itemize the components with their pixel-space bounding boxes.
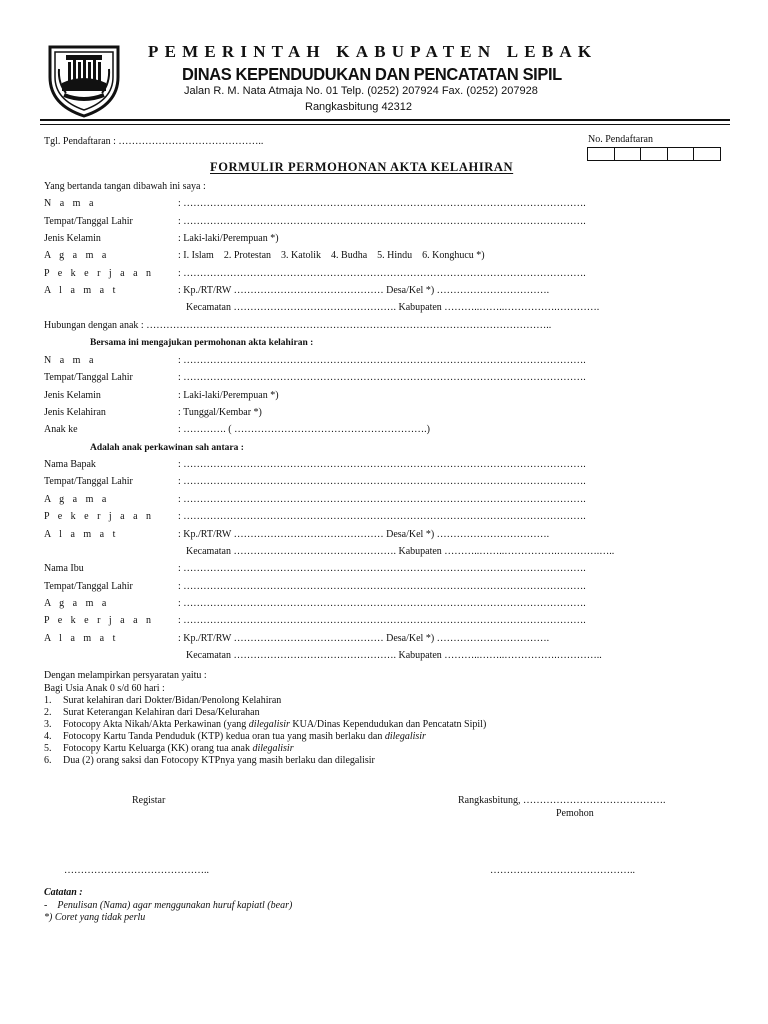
child-birth-type-field[interactable]: : Tunggal/Kembar *) bbox=[178, 407, 262, 418]
child-birth-label: Tempat/Tanggal Lahir bbox=[44, 372, 133, 383]
mother-birth-field[interactable]: : …………………………………………………………………………………………………………. bbox=[178, 581, 586, 592]
applicant-address-label: A l a m a t bbox=[44, 285, 119, 296]
mother-name-field[interactable]: : …………………………………………………………………………………………………………. bbox=[178, 563, 586, 574]
child-name-field[interactable]: : …………………………………………………………………………………………………………. bbox=[178, 355, 586, 366]
requirement-number: 5. bbox=[44, 743, 52, 754]
registration-number-boxes[interactable] bbox=[588, 147, 721, 161]
registrar-signature-line[interactable]: …………………………………….. bbox=[64, 865, 209, 876]
requirement-item: Fotocopy Kartu Tanda Penduduk (KTP) kedua oran tua yang masih berlaku dan dilegalisir bbox=[63, 731, 426, 742]
father-religion-field[interactable]: : …………………………………………………………………………………………………………. bbox=[178, 494, 586, 505]
registration-number-label: No. Pendaftaran bbox=[588, 134, 653, 145]
mother-job-field[interactable]: : …………………………………………………………………………………………………………. bbox=[178, 615, 586, 626]
mother-religion-label: A g a m a bbox=[44, 598, 110, 609]
header-city: Rangkasbitung 42312 bbox=[305, 101, 413, 113]
mother-district-field[interactable]: Kecamatan …………………………………………. Kabupaten ………..……..…………….………….. bbox=[186, 650, 602, 661]
mother-birth-label: Tempat/Tanggal Lahir bbox=[44, 581, 133, 592]
mother-address-label: A l a m a t bbox=[44, 633, 119, 644]
father-address-label: A l a m a t bbox=[44, 529, 119, 540]
father-job-field[interactable]: : …………………………………………………………………………………………………………. bbox=[178, 511, 586, 522]
reg-box[interactable] bbox=[693, 147, 721, 161]
requirement-number: 6. bbox=[44, 755, 52, 766]
registrar-label: Registar bbox=[132, 795, 166, 806]
regency-crest-logo bbox=[44, 43, 124, 119]
child-order-field[interactable]: : …………. ( ………………………………………………….) bbox=[178, 424, 430, 435]
reg-box[interactable] bbox=[667, 147, 695, 161]
requirement-number: 2. bbox=[44, 707, 52, 718]
requirement-number: 1. bbox=[44, 695, 52, 706]
requirements-intro: Dengan melampirkan persyaratan yaitu : bbox=[44, 670, 207, 681]
applicant-birth-field[interactable]: : …………………………………………………………………………………………………………. bbox=[178, 216, 586, 227]
reg-box[interactable] bbox=[640, 147, 668, 161]
intro-text: Yang bertanda tangan dibawah ini saya : bbox=[44, 181, 206, 192]
requirements-age-note: Bagi Usia Anak 0 s/d 60 hari : bbox=[44, 683, 165, 694]
header-rule-thick bbox=[40, 119, 730, 121]
note-strike-unneeded: *) Coret yang tidak perlu bbox=[44, 912, 146, 923]
requirement-number: 3. bbox=[44, 719, 52, 730]
reg-box[interactable] bbox=[614, 147, 642, 161]
father-name-field[interactable]: : …………………………………………………………………………………………………………. bbox=[178, 459, 586, 470]
child-gender-field[interactable]: : Laki-laki/Perempuan *) bbox=[178, 390, 279, 401]
applicant-job-label: P e k e r j a a n bbox=[44, 268, 155, 279]
mother-address-field[interactable]: : Kp./RT/RW ……………………………………… Desa/Kel *) ……………………………. bbox=[178, 633, 550, 644]
relationship-field[interactable]: Hubungan dengan anak : ………………………………………………………………………………………………………….. bbox=[44, 320, 552, 331]
requirement-item: Surat kelahiran dari Dokter/Bidan/Penolong Kelahiran bbox=[63, 695, 282, 706]
applicant-gender-field[interactable]: : Laki-laki/Perempuan *) bbox=[178, 233, 279, 244]
header-government: PEMERINTAH KABUPATEN LEBAK bbox=[148, 42, 598, 61]
applicant-religion-field[interactable]: : I. Islam 2. Protestan 3. Katolik 4. Budha 5. Hindu 6. Konghucu *) bbox=[178, 250, 485, 261]
header-department: DINAS KEPENDUDUKAN DAN PENCATATAN SIPIL bbox=[182, 64, 562, 84]
child-birth-field[interactable]: : …………………………………………………………………………………………………………. bbox=[178, 372, 586, 383]
child-birth-type-label: Jenis Kelahiran bbox=[44, 407, 106, 418]
applicant-job-field[interactable]: : …………………………………………………………………………………………………………. bbox=[178, 268, 586, 279]
mother-name-label: Nama Ibu bbox=[44, 563, 84, 574]
father-district-field[interactable]: Kecamatan …………………………………………. Kabupaten ………..……..…………….………….….. bbox=[186, 546, 615, 557]
requirement-item: Dua (2) orang saksi dan Fotocopy KTPnya yang masih berlaku dan dilegalisir bbox=[63, 755, 375, 766]
father-religion-label: A g a m a bbox=[44, 494, 110, 505]
applicant-gender-label: Jenis Kelamin bbox=[44, 233, 101, 244]
applicant-district-field[interactable]: Kecamatan …………………………………………. Kabupaten ………..……..…………….…………. bbox=[186, 302, 600, 313]
requirement-item: Fotocopy Kartu Keluarga (KK) orang tua anak dilegalisir bbox=[63, 743, 294, 754]
form-title: FORMULIR PERMOHONAN AKTA KELAHIRAN bbox=[210, 160, 514, 174]
father-birth-label: Tempat/Tanggal Lahir bbox=[44, 476, 133, 487]
parents-section-heading: Adalah anak perkawinan sah antara : bbox=[90, 443, 244, 453]
applicant-name-field[interactable]: : …………………………………………………………………………………………………………. bbox=[178, 198, 586, 209]
mother-job-label: P e k e r j a a n bbox=[44, 615, 155, 626]
child-gender-label: Jenis Kelamin bbox=[44, 390, 101, 401]
applicant-signature-label: Pemohon bbox=[556, 808, 594, 819]
note-capital-letters: - Penulisan (Nama) agar menggunakan huruf kapiatl (bear) bbox=[44, 900, 293, 911]
applicant-name-label: N a m a bbox=[44, 198, 97, 209]
child-section-heading: Bersama ini mengajukan permohonan akta kelahiran : bbox=[90, 338, 314, 348]
father-address-field[interactable]: : Kp./RT/RW ……………………………………… Desa/Kel *) ……………………………. bbox=[178, 529, 550, 540]
father-birth-field[interactable]: : …………………………………………………………………………………………………………. bbox=[178, 476, 586, 487]
notes-title: Catatan : bbox=[44, 887, 83, 898]
child-order-label: Anak ke bbox=[44, 424, 78, 435]
applicant-religion-label: A g a m a bbox=[44, 250, 110, 261]
signature-place-date[interactable]: Rangkasbitung, ……………………………………. bbox=[458, 795, 666, 806]
requirement-item: Surat Keterangan Kelahiran dari Desa/Kelurahan bbox=[63, 707, 260, 718]
father-name-label: Nama Bapak bbox=[44, 459, 96, 470]
applicant-birth-label: Tempat/Tanggal Lahir bbox=[44, 216, 133, 227]
header-rule-thin bbox=[40, 124, 730, 125]
mother-religion-field[interactable]: : …………………………………………………………………………………………………………. bbox=[178, 598, 586, 609]
applicant-address-field[interactable]: : Kp./RT/RW ……………………………………… Desa/Kel *) ……………………………. bbox=[178, 285, 550, 296]
father-job-label: P e k e r j a a n bbox=[44, 511, 155, 522]
header-address: Jalan R. M. Nata Atmaja No. 01 Telp. (0252) 207924 Fax. (0252) 207928 bbox=[184, 85, 538, 97]
requirement-number: 4. bbox=[44, 731, 52, 742]
child-name-label: N a m a bbox=[44, 355, 97, 366]
requirement-item: Fotocopy Akta Nikah/Akta Perkawinan (yang dilegalisir KUA/Dinas Kependudukan dan Pencatatn Sipil) bbox=[63, 719, 487, 730]
applicant-signature-line[interactable]: …………………………………….. bbox=[490, 865, 635, 876]
reg-box[interactable] bbox=[587, 147, 615, 161]
registration-date-field[interactable]: Tgl. Pendaftaran : …………………………………….. bbox=[44, 136, 264, 147]
